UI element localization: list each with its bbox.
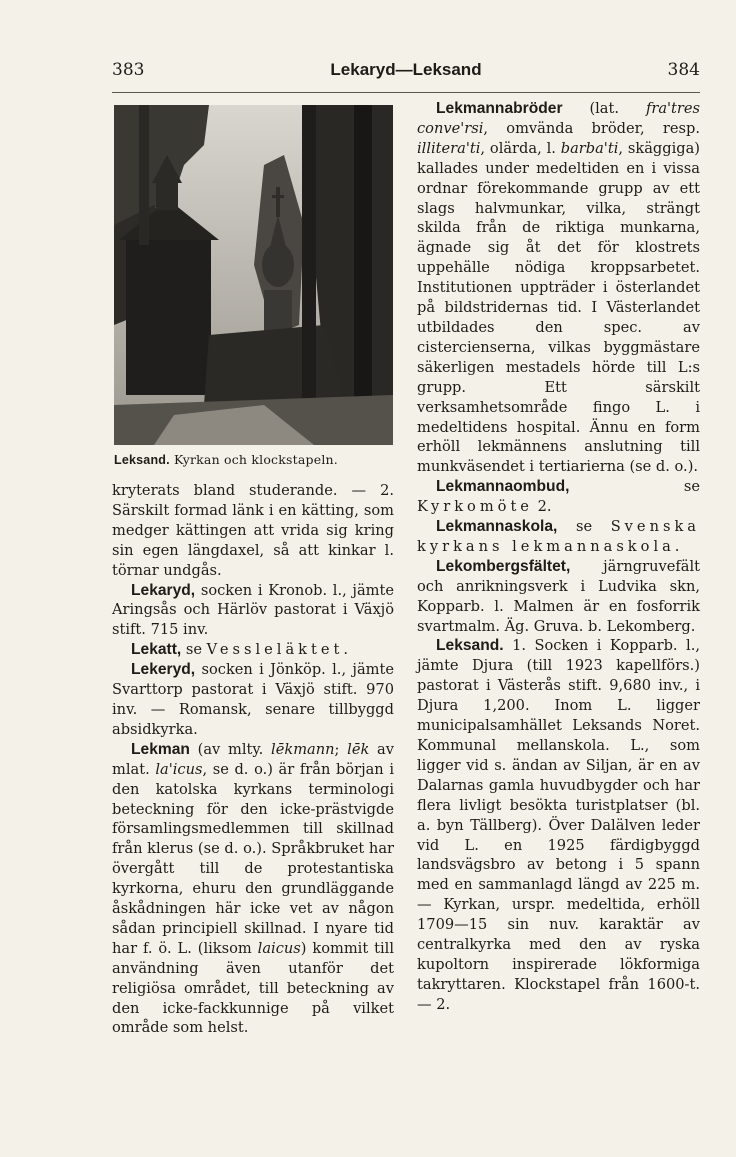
entry-lekatt <box>112 640 394 660</box>
entry-text: , olärda, l. <box>480 139 561 157</box>
cross-reference: Svenska kyrkans lekmannaskola. <box>417 518 700 555</box>
entry-lekmannaskola <box>417 517 700 557</box>
entry-lekaryd <box>112 581 394 641</box>
italic-term: lēk <box>347 740 370 758</box>
entry-text: (av mlty. <box>189 740 272 758</box>
entry-text: , skäggiga) kallades under medeltiden en i vissa ordnar förekommande grupp av ett slags halvmunkar, vilka, strängt skilda från de riktiga munkarna, ägnade sig åt det för klostrets uppehälle nödiga kroppsarbetet. Institutionen uppträder i österlandet på bildstridernas tid. I Västerlandet utbildades den spec. av cistercienserna, vilkas byggmästare säkerligen mestadels hörde till L:s grupp. Ett särskilt verksamhetsområde fingo L. i medeltidens hospital. Ännu en form erhöll lekmännens anslutning till munkväsendet i tertiarierna (se d. o.). <box>417 139 700 476</box>
headword: Lekman <box>131 740 190 758</box>
running-header <box>112 60 700 82</box>
figure-caption <box>114 452 393 467</box>
cross-reference: Kyrkomöte <box>417 498 533 516</box>
entry-text: 2. <box>532 498 552 516</box>
entry-text: se <box>181 641 207 659</box>
entry-text: ) kommit till användning även utanför det religiösa området, till beteckning av den icke-fackkunnige på vilket område som helst. <box>112 939 394 1037</box>
entry-text: se <box>569 478 700 496</box>
entry-text: 1. Socken i Kopparb. l., jämte Djura (till 1923 kapellförs.) pastorat i Västerås stift. 9,680 inv., i Djura 1,200. Inom L. ligger municipalsamhället Leksands Noret. Kommunal mellanskola. L., som ligger vid s. ändan av Siljan, är en av Dalarnas gamla huvudbygder och har flera livligt besökta turistplatser (bl. a. byn Tällberg). Över Dalälven leder vid L. en 1925 färdigbyggd landsvägsbro av betong i 5 spann med en sammanlagd längd av 225 m. — Kyrkan, urspr. medeltida, erhöll 1709—15 sin nuv. karaktär av centralkyrka med den av ryska kupoltorn inspirerade lökformiga takryttaren. Klockstapel från 1600-t. — 2. <box>417 637 700 1013</box>
entry-lekombergsfaltet <box>417 557 700 637</box>
headword: Lekaryd, <box>131 581 196 599</box>
entry-text: , omvända bröder, resp. <box>483 119 700 137</box>
entry-text: socken i Jönköp. l., jämte Svarttorp pastorat i Växjö stift. 970 inv. — Romansk, senare tillbyggd absidkyrka. <box>112 661 394 738</box>
entry-text: socken i Kronob. l., jämte Aringsås och Härlöv pastorat i Växjö stift. 715 inv. <box>112 581 394 639</box>
entry-leksand <box>417 636 700 1014</box>
italic-term: laicus <box>257 939 301 957</box>
entry-lekmannaombud <box>417 477 700 517</box>
left-column <box>112 481 394 1038</box>
entry-text: ; <box>334 740 348 758</box>
cross-reference: Vessleläktet. <box>206 641 353 659</box>
headword: Lekombergsfältet, <box>436 557 571 575</box>
entry-lekeryd <box>112 660 394 740</box>
header-title: Lekaryd—Leksand <box>330 60 482 79</box>
entry-text: av mlat. <box>112 740 394 778</box>
headword: Lekmannaskola, <box>436 518 558 536</box>
church-photo <box>114 105 393 445</box>
italic-term: illitera'ti <box>417 139 481 157</box>
entry-text: järngruvefält och anrikningsverk i Ludvika skn, Kopparb. l. Malmen är en fosforrik svartmalm. Äg. Gruva. b. Lekomberg. <box>417 557 700 635</box>
caption-text: Kyrkan och klockstapeln. <box>173 452 338 467</box>
entry-lekmannabroder <box>417 99 700 477</box>
headword: Lekmannabröder <box>436 100 563 117</box>
italic-term: fra'tres conve'rsi <box>417 100 700 137</box>
italic-term: la'icus <box>155 760 203 778</box>
paragraph-continuation: kryterats bland studerande. — 2. Särskilt formad länk i en kätting, som medger kättingen att vrida sig kring sin egen längdaxel, så att kinkar l. törnar undgås. <box>112 482 394 579</box>
italic-term: lēkmann <box>271 740 335 758</box>
right-column <box>417 99 700 1015</box>
headword: Lekmannaombud, <box>436 478 570 496</box>
headword: Leksand. <box>436 637 504 655</box>
page-number-right: 384 <box>667 60 700 80</box>
page-number-left: 383 <box>112 60 145 80</box>
entry-lekman <box>112 740 394 1039</box>
headword: Lekatt, <box>131 641 182 659</box>
entry-text: se <box>557 518 611 536</box>
caption-place: Leksand. <box>114 453 170 467</box>
italic-term: barba'ti <box>560 139 619 157</box>
entry-text: (lat. <box>562 100 646 117</box>
header-rule <box>112 92 700 93</box>
headword: Lekeryd, <box>131 661 196 679</box>
entry-text: , se d. o.) är från början i den katolska kyrkans terminologi beteckning för den icke-prästvigde församlingsmedlemmen till skillnad från klerus (se d. o.). Språkbruket har övergått till de protestantiska kyrkorna, ehuru den grundläggande åskådningen här icke vet av någon sådan principiell skillnad. I nyare tid har f. ö. L. (liksom <box>112 760 394 957</box>
